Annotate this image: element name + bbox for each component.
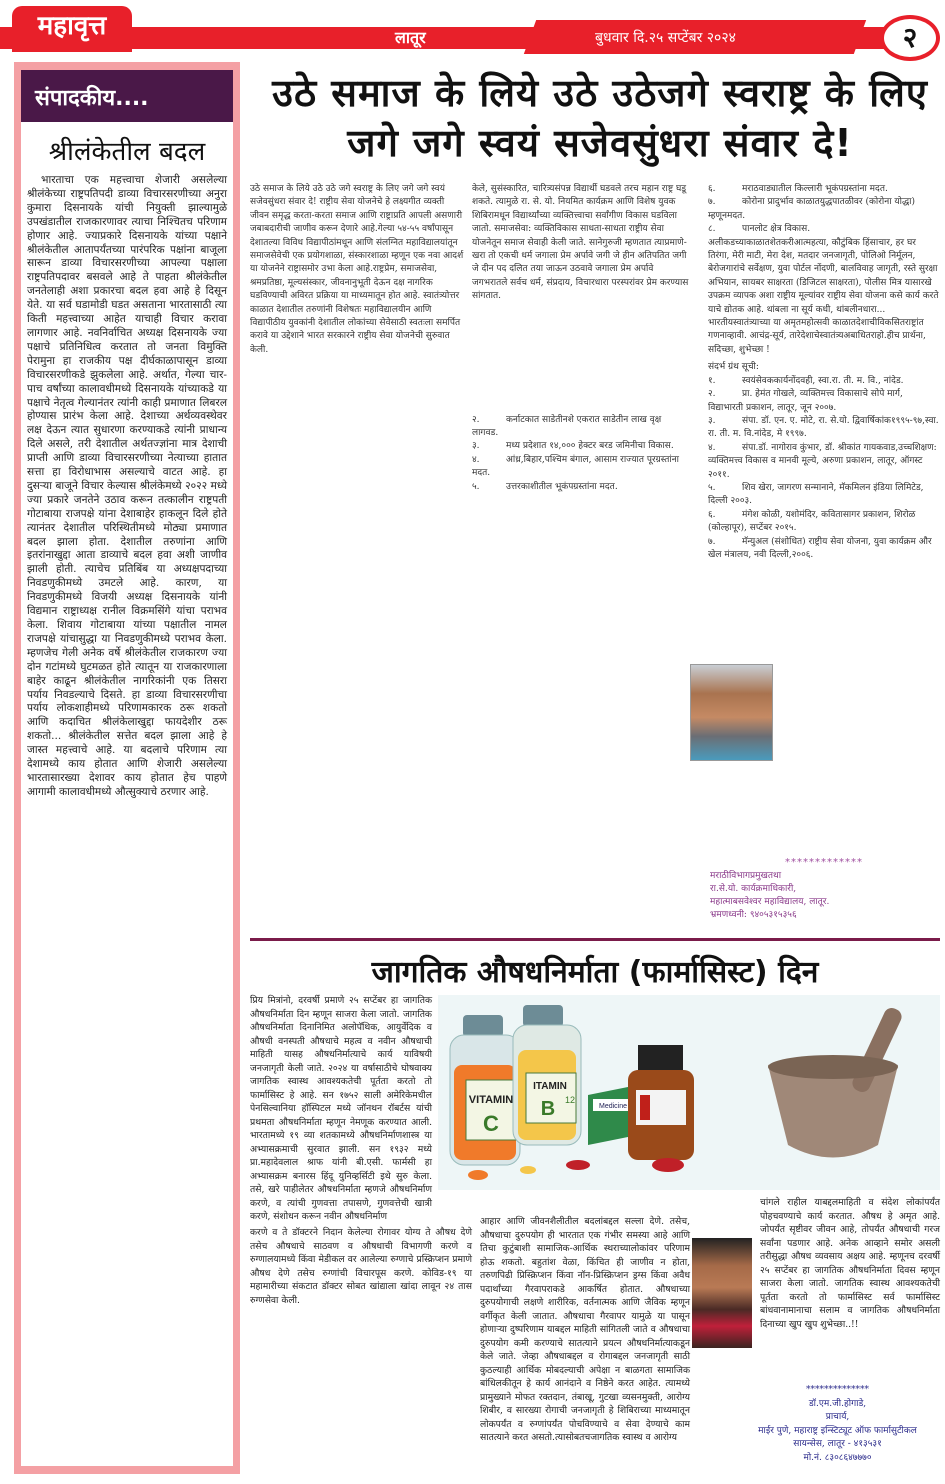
references-list: [708, 375, 940, 563]
pill: [520, 1166, 536, 1174]
list-item: [708, 509, 940, 536]
list-text: मंगेश कोळी, यशोमंदिर, कवितासागर प्रकाशन, शिरोळ (कोल्हापूर), सप्टेंबर २०१५.: [708, 509, 916, 534]
pharma-intro-text: प्रिय मित्रांनो, दरवर्षी प्रमाणे २५ सप्टेंबर हा जागतिक औषधनिर्माता दिन म्हणून साजरा केला जातो. जागतिक औषधनिर्माता दिनानिमित अलोपॅथिक, आयुर्वेदिक व औषधी वनस्पती औषधाचे महत्व व नवीन औषधाची माहिती यासह औषधनिर्मात्याचे कार्य याविषयी जनजागृती केली जाते. २०२४ या वर्षासाठीचे घोषवाक्य जागतिक स्वास्थ आवश्यकतेची पूर्तता करतो तो फार्मासिस्ट हे आहे. सन १७५२ साली अमेरिकेमधील पेनसिल्वानिया हॉस्पिटल मध्ये जॉनथन रॉबर्टस यांची प्रथमता औषधनिर्माता म्हणून नेमणूक करण्यात आली. भारतामध्ये १९ व्या शतकामध्ये औषधनिर्माणशास्त्र या अभ्यासक्रमाची सुरवात झाली. सन १९३२ मध्ये प्रा.महादेवलाल श्राफ यांनी बी.एसी. फार्मसी हा अभ्यासक्रम बनारस हिंदू युनिव्हर्सिटी इथे सुरु केला. तसे, खरे पाहीलेतर औषधनिर्माता म्हणजे औषधनिर्माण करणे, व त्यांची गुणवत्ता तपासणे, गुणवत्तेची खात्री करणे, संशोधन करून नवीन औषधनिर्माण: [250, 995, 432, 1222]
pill: [468, 1170, 488, 1180]
article-column-3: [708, 183, 940, 562]
author-line: भ्रमणध्वनी: ९४०५३१५३५६: [710, 910, 797, 920]
list-number: ५.: [472, 481, 480, 492]
article-text: केले, सुसंस्कारित, चारित्र्यसंपन्न विद्यार्थी घडवले तरच महान राष्ट्र घडू शकते. त्यामुळे रा. से. यो. नियमित कार्यक्रम आणि विशेष युवक शिबिरामधून विद्यार्थ्यांच्या व्यक्तित्त्वाचा सर्वांगीण विकास घडविला जातो. समाजसेवा: व्यक्तिविकास साधता-साधता राष्ट्रीय सेवा योजनेतून समाज सेवाही केली जाते. सानेगुरुजी म्हणतात त्याप्रमाणे- खरा तो एकची धर्म जगाला प्रेम अर्पावे जगी जे हीन अतिपतित जगी जे दीन पद दलित तया जाऊन उठवावे जगाला प्रेम अर्पावे जगभरातले सर्वच धर्म, संप्रदाय, विचारधारा परस्परांवर प्रेम करण्यास सांगतात.: [472, 184, 689, 302]
list-number: ७.: [708, 197, 716, 208]
author-photo: [690, 664, 773, 761]
masthead: [0, 0, 945, 56]
pharma-text-right: चांगले राहील याबद्दलमाहिती व संदेश लोकांपर्यंत पोहचवण्याचे कार्य करतात. औषध हे अमृत आहे. जोपर्यंत सृष्टीवर जीवन आहे, तोपर्यंत औषधाची गरज सर्वांना पडणार आहे. अनेक आव्हाने समोर असली तरीसुद्धा औषध व्यवसाय अक्षय आहे. म्हणूनच दरवर्षी २५ सप्टेंबर हा जागतिक औषधनिर्माता दिवस म्हणून साजरा केला जातो. जागतिक स्वास्थ आवश्यकतेची पूर्तता करतो तो फार्मासिस्ट सर्व फार्मासिस्ट बांधवानामानाचा सलाम व जागतिक औषधनिर्माता दिनाच्या खुप खुप शुभेच्छा..!!: [760, 1197, 940, 1330]
list-text: कर्नाटकात साडेतीनशे एकरात साडेतीन लाख वृक्ष लागवड.: [472, 414, 662, 439]
achievements-list: [472, 414, 690, 494]
list-number: ६.: [708, 184, 716, 194]
list-text: मॅन्युअल (संशोधित) राष्ट्रीय सेवा योजना, युवा कार्यक्रम और खेल मंत्रालय, नवी दिल्ली,२००६.: [708, 536, 932, 560]
article-text: उठे समाज के लिये उठे उठे जगे स्वराष्ट्र के लिए जगे जगे स्वयं सजेवसुंधरा संवार दे! राष्ट्रीय सेवा योजनेचे हे लक्ष्यगीत व्यक्ती जीवन समृद्ध करता-करता समाज आणि राष्ट्राप्रति आपली असणारी जबाबदारीची जाणीव करून देणारे आहे.गेल्या ५४-५५ वर्षांपासून देशातल्या विविध विद्यापीठांमधून आणि संलग्नित महाविद्यालयांतून समाजसेवेची एक प्रयोगशाळा, संस्कारशाळा म्हणून एक नवा आदर्श या योजनेने राष्ट्रासमोर उभा केला आहे.राष्ट्रप्रेम, समाजसेवा, श्रमप्रतिष्ठा, मूल्यसंस्कार, जीवनानुभूती देऊन दक्ष नागरिक घडविण्याची अविरत प्रक्रिया या माध्यमातून होत आहे. स्वातंत्र्योत्तर काळात देशातील तरुणांनी विशेषतः महाविद्यालयीन आणि विद्यापीठीय युवकांनी देशातील लोकांच्या सेवेसाठी स्वतःला समर्पित करावे या उद्देशाने भारत सरकारने राष्ट्रीय सेवा योजनेची सुरुवात केली.: [250, 184, 464, 355]
bottle-cap: [463, 1015, 503, 1037]
list-number: २.: [708, 389, 716, 400]
capsule: [652, 1158, 684, 1172]
svg-text:ITAMIN: ITAMIN: [533, 1081, 567, 1092]
list-number: ३.: [472, 441, 480, 452]
list-number: १.: [708, 375, 716, 386]
svg-text:VITAMIN: VITAMIN: [468, 1094, 514, 1106]
list-item: [472, 481, 690, 494]
list-item: [472, 414, 690, 441]
achievements-list-continued: [708, 183, 940, 237]
main-headline: उठे समाज के लिये उठे उठेजगे स्वराष्ट्र के लिए जगे जगे स्वयं सजेवसुंधरा संवार दे!: [272, 71, 928, 165]
list-text: स्वयंसेवककार्यनोंदवही, स्वा.रा. ती. म. वि., नांदेड.: [742, 375, 904, 386]
list-item: [708, 375, 940, 388]
article-text: अलीकडच्याकाळातशेतकरीआत्महत्या, कौटुंबिक हिंसाचार, हर घर तिरंगा, मेरी माटी, मेरा देश, मतदार जनजागृती, पोलिओ निर्मूलन, बेरोजगारांचे सर्वेक्षण, युवा पोर्टल नोंदणी, बालविवाह जागृती, रस्ते सुरक्षा अभियान, सायबर साक्षरता (डिजिटल साक्षरता), पोलीस मित्र यासारखे उपक्रम व्यापक अशा राष्ट्रीय मूल्यांवर राष्ट्रीय सेवा योजना कसे कार्य करते याचे द्योतक आहे. थांबला ना सूर्य कधी, थांबलीनधारा... भारतीयस्वातंत्र्याच्या या अमृतमहोत्सवी काळातदेशाचीविकसितराष्ट्रांत गणनाव्हावी. आचंद्र-सूर्य, तारेदेशाचेस्वातंत्र्यअबाधितराहो.हीच प्रार्थना, सदिच्छा, शुभेच्छा !: [708, 237, 939, 355]
list-item: [708, 415, 940, 442]
pharma-author-signature: [730, 1384, 945, 1465]
author-line: रा.से.यो. कार्यक्रमाधिकारी,: [710, 884, 797, 894]
list-number: ८.: [708, 224, 716, 235]
list-item: [708, 223, 940, 236]
pharma-author-photo: [692, 1238, 752, 1348]
capsule: [566, 1160, 590, 1170]
medicine-illustration-svg: [438, 995, 940, 1190]
author-line: प्राचार्य,: [825, 1412, 850, 1422]
list-number: ५.: [708, 482, 716, 493]
svg-text:B: B: [540, 1098, 556, 1120]
medicine-illustration: [438, 995, 940, 1190]
references-label: संदर्भ ग्रंथ सूची:: [708, 362, 759, 373]
list-text: पानलोट क्षेत्र विकास.: [742, 224, 811, 235]
author-signature: [710, 870, 829, 922]
list-item: [708, 442, 940, 482]
list-item: [708, 196, 940, 223]
list-item: [708, 482, 940, 509]
list-number: ७.: [708, 536, 716, 547]
list-text: संपा. डॉ. एन. ए. मोटे, रा. से.यो. द्विवार्षिकांक१९९५-९७,स्वा. रा. ती. म. वि.नांदेड, मे १९९७.: [708, 415, 939, 440]
editorial-body: भारताचा एक महत्त्वाचा शेजारी असलेल्या श्रीलंकेच्या राष्ट्रपतिपदी डाव्या विचारसरणीच्या अनुरा कुमारा दिसनायके यांची नियुक्ती झाल्यामुळे उपखंडातील राजकारणावर त्याचा निश्चितच परिणाम होणार आहे. ज्याप्रकारे दिसनायके यांच्या पक्षाने श्रीलंकेतील आतापर्यंतच्या पारंपरिक पक्षांना बाजूला सारून डाव्या विचारसरणीच्या आपल्या पक्षाला राष्ट्रपतिपदावर बसवले आहे ते पाहता श्रीलंकेतील जनतेलाही अशा प्रकारचा बदल हवा आहे हे दिसून येते. या सर्व घडामोडी घडत असताना भारतासाठी त्या किती महत्त्वाच्या आहेत याचाही विचार करावा लागणार आहे. नवनिर्वाचित अध्यक्ष दिसनायके ज्या पक्षाचे प्रतिनिधित्व करतात तो जनता विमुक्ति पेरामुना हा राजकीय पक्ष दीर्घकाळापासून डाव्या विचारसरणीकडे झुकलेला आहे. अर्थात, गेल्या चार-पाच वर्षांच्या कालावधीमध्ये दिसनायके यांच्याकडे या पक्षाचे नेतृत्व गेल्यानंतर त्यांनी काही प्रमाणात लिबरल होण्यास प्रारंभ केला आहे. देशाच्या अर्थव्यवस्थेवर लक्ष देऊन त्यात सुधारणा करण्याकडे त्यांनी प्राधान्य दिले असले, तरी देशातील अर्थतज्ज्ञांना मात्र देशाची प्राप्ती आणि डाव्या विचारसरणीच्या नेत्याच्या हातात सत्ता हा विरोधाभास असल्याचे वाटत आहे. हा दुसऱ्या बाजूने विचार केल्यास श्रीलंकेमध्ये २०२२ मध्ये ज्या प्रकारे जनतेने उठाव करून तत्कालीन राष्ट्रपती गोटाबाया राजपक्षे यांना देशाबाहेर हाकलून दिले होते त्यानंतर देशातील परिस्थितीमध्ये मोठ्या प्रमाणात बदल झाला होता. देशातील तरुणांना आणि इतरांनाखुद्दा आता डाव्याचे बदल हवा अशी जाणीव झाली होती. त्याचेच प्रतिबिंब या अध्यक्षपदाच्या निवडणुकीमध्ये उमटले आहे. कारण, या निवडणुकीमध्ये विजयी अध्यक्ष दिसनायके यांनी विद्यमान राष्ट्राध्यक्ष रानील विक्रमसिंगे यांचा पराभव केला. शिवाय गोटाबाया यांच्या पक्षातील नामल राजपक्षे यांचासुद्धा या निवडणुकीमध्ये पराभव केला. म्हणजेच गेली अनेक वर्षे श्रीलंकेतील राजकारण ज्या दोन गटांमध्ये घुटमळत होते त्यातून या राजकारणाला बाहेर काढून श्रीलंकेतील नागरिकांनी एक तिसरा पर्याय निवडल्याचे दिसते. हा डाव्या विचारसरणीचा पर्याय लोकशाहीमध्ये परिणामकारक ठरू शकतो आणि कदाचित श्रीलंकेलाखुद्दा फायदेशीर ठरू शकतो... श्रीलंकेतील सत्तेत बदल झाला आहे हे जास्त महत्त्वाचे आहे. या बदलाचे परिणाम त्या देशामध्ये काय होतात आणि शेजारी असलेल्या भारतासारख्या देशावर काय होतात हेच पाहणे आगामी कालावधीमध्ये औत्सुक्याचे ठरणार आहे.: [27, 174, 227, 798]
author-line: सायन्सेस, लातूर - ४१३५३१: [793, 1439, 882, 1449]
brown-bottle-cap: [638, 1045, 683, 1070]
list-text: मध्य प्रदेशात १४,००० हेक्टर बरड जमिनीचा विकास.: [506, 441, 674, 452]
editorial-title: श्रीलंकेतील बदल: [48, 137, 206, 167]
list-text: प्रा. हेमंत गोखले, व्यक्तिमत्त्व विकासाचे सोपे मार्ग, विद्याभारती प्रकाशन, लातूर, जून २००७.: [708, 389, 903, 413]
list-text: उत्तरकाशीतील भूकंपग्रस्तांना मदत.: [506, 481, 618, 492]
list-item: [472, 440, 690, 453]
author-line: मराठीविभागप्रमुखतथा: [710, 871, 782, 881]
editorial-label: संपादकीय....: [21, 70, 233, 122]
list-number: ४.: [472, 454, 480, 465]
editorial-column: [14, 62, 240, 1474]
separator-stars: *************: [785, 857, 863, 868]
pharma-text-left: करणे व ते डॉक्टरने निदान केलेल्या रोगावर योग्य ते औषध देणे तसेच औषधाचे साठवण व औषधाची विभागणी करणे व रुग्णालयामध्ये किंवा मेडीकल वर आलेल्या रुग्णाचे प्रस्क्रिप्शन प्रमाणे औषध देणे तसेच रुग्णांची विचारपूस करणे. कोविड-१९ या महामारीच्या संकटात डॉक्टर सोबत खांद्याला खांदा लावून २४ तास रुग्णसेवा केली.: [250, 1227, 472, 1306]
edition-city: लातूर: [395, 28, 426, 47]
author-line: महात्माबसवेश्वर महाविद्यालय, लातूर.: [710, 897, 830, 907]
pharma-text-middle: आहार आणि जीवनशैलीतील बदलांबद्दल सल्ला देणे. तसेच, औषधाचा दुरुपयोग ही भारतात एक गंभीर समस्या आहे आणि तिचा कुटुंबाशी सामाजिक-आर्थिक स्थराच्यालोकांवर परिणाम होऊ शकतो. बहुतांश वेळा, किंचित ही जाणीव न होता, तरुणपिढी प्रिस्क्रिप्शन किंवा नॉन-प्रिस्क्रिप्शन ड्रग्स किंवा अवैध पदार्थांच्या गैरवापराकडे आकर्षित होतात. औषधाच्या दुरुपयोगाची लक्षणे शारीरिक, वर्तनात्मक आणि जैविक म्हणून वर्गीकृत केली जातात. औषधाचा गैरवापर यामुळे या पासून होणाऱ्या दुष्परिणाम याबद्दल माहिती सांगितली जाते व औषधाचा दुरुपयोग कमी करण्याचे सातत्याने प्रयत्न औषधनिर्मात्याकडून केले जाते. जेव्हा औषधाबद्दल व रोगाबद्दल जनजागृती साठी कुठल्याही आर्थिक मोबदल्याची अपेक्षा न बाळगता सामाजिक बांधिलकीतून हे कार्य आनंदाने व निष्ठेने करत आहेत. त्यामध्ये प्रामुख्याने मोफत रक्तदान, तंबाखू, गुटखा व्यसनमुक्ती, आरोग्य शिबीर, व सारख्या रोगाची जनजागृती हे शिबिराच्या माध्यमातून लोकपर्यंत व रुग्णांपर्यंत पोचविण्याचे व सेवा देण्याचे काम सातत्याने करत असतो.त्यासोबतचजागतिक स्वास्थ व आरोग्य: [480, 1216, 690, 1443]
issue-date: बुधवार दि.२५ सप्टेंबर २०२४: [595, 30, 736, 46]
list-text: मराठवाड्यातील किल्लारी भूकंपग्रस्तांना मदत.: [742, 184, 888, 194]
svg-text:C: C: [483, 1111, 499, 1136]
article-column-2: [472, 183, 690, 494]
paper-logo: महावृत्त: [12, 6, 132, 52]
section-divider: [250, 938, 940, 941]
list-text: कोरोना प्रादुर्भाव काळातयुद्धपातळीवर (कोरोना योद्धा) म्हणूनमदत.: [708, 197, 915, 221]
separator-stars: **************: [806, 1385, 869, 1395]
list-text: संपा.डॉ. नागोराव कुंभार, डॉ. श्रीकांत गायकवाड,उच्चशिक्षण: व्यक्तिमत्त्व विकास व मानवी मूल्ये, अरुणा प्रकाशन, लातूर, ऑगस्ट २०११.: [708, 442, 937, 480]
list-number: २.: [472, 414, 480, 425]
author-line: डॉ.एम.जी.होगाडे,: [808, 1398, 867, 1409]
pharma-headline: जागतिक औषधनिर्माता (फार्मासिस्ट) दिन: [371, 955, 819, 990]
list-item: [472, 454, 690, 481]
list-number: ४.: [708, 442, 716, 453]
page-number: २: [880, 15, 940, 61]
svg-text:12: 12: [565, 1095, 576, 1105]
author-line: माईर पुणे, महाराष्ट्र इन्स्टिट्यूट ऑफ फार्मासुटीकल: [758, 1425, 917, 1436]
list-item: [708, 183, 940, 196]
list-number: ६.: [708, 509, 716, 520]
author-line: मो.नं. ८३०८६४७७७०: [803, 1452, 872, 1463]
list-number: ३.: [708, 415, 716, 426]
list-text: शिव खेरा, जागरण सन्मानाने, मॅकमिलन इंडिया लिमिटेड, दिल्ली २००३.: [708, 482, 924, 507]
list-text: आंध्र,बिहार,पश्चिम बंगाल, आसाम राज्यात पूरग्रस्तांना मदत.: [472, 454, 680, 479]
list-item: [708, 388, 940, 415]
svg-text:Medicine: Medicine: [598, 1103, 628, 1110]
list-item: [708, 536, 940, 563]
article-column-1: [250, 183, 465, 357]
